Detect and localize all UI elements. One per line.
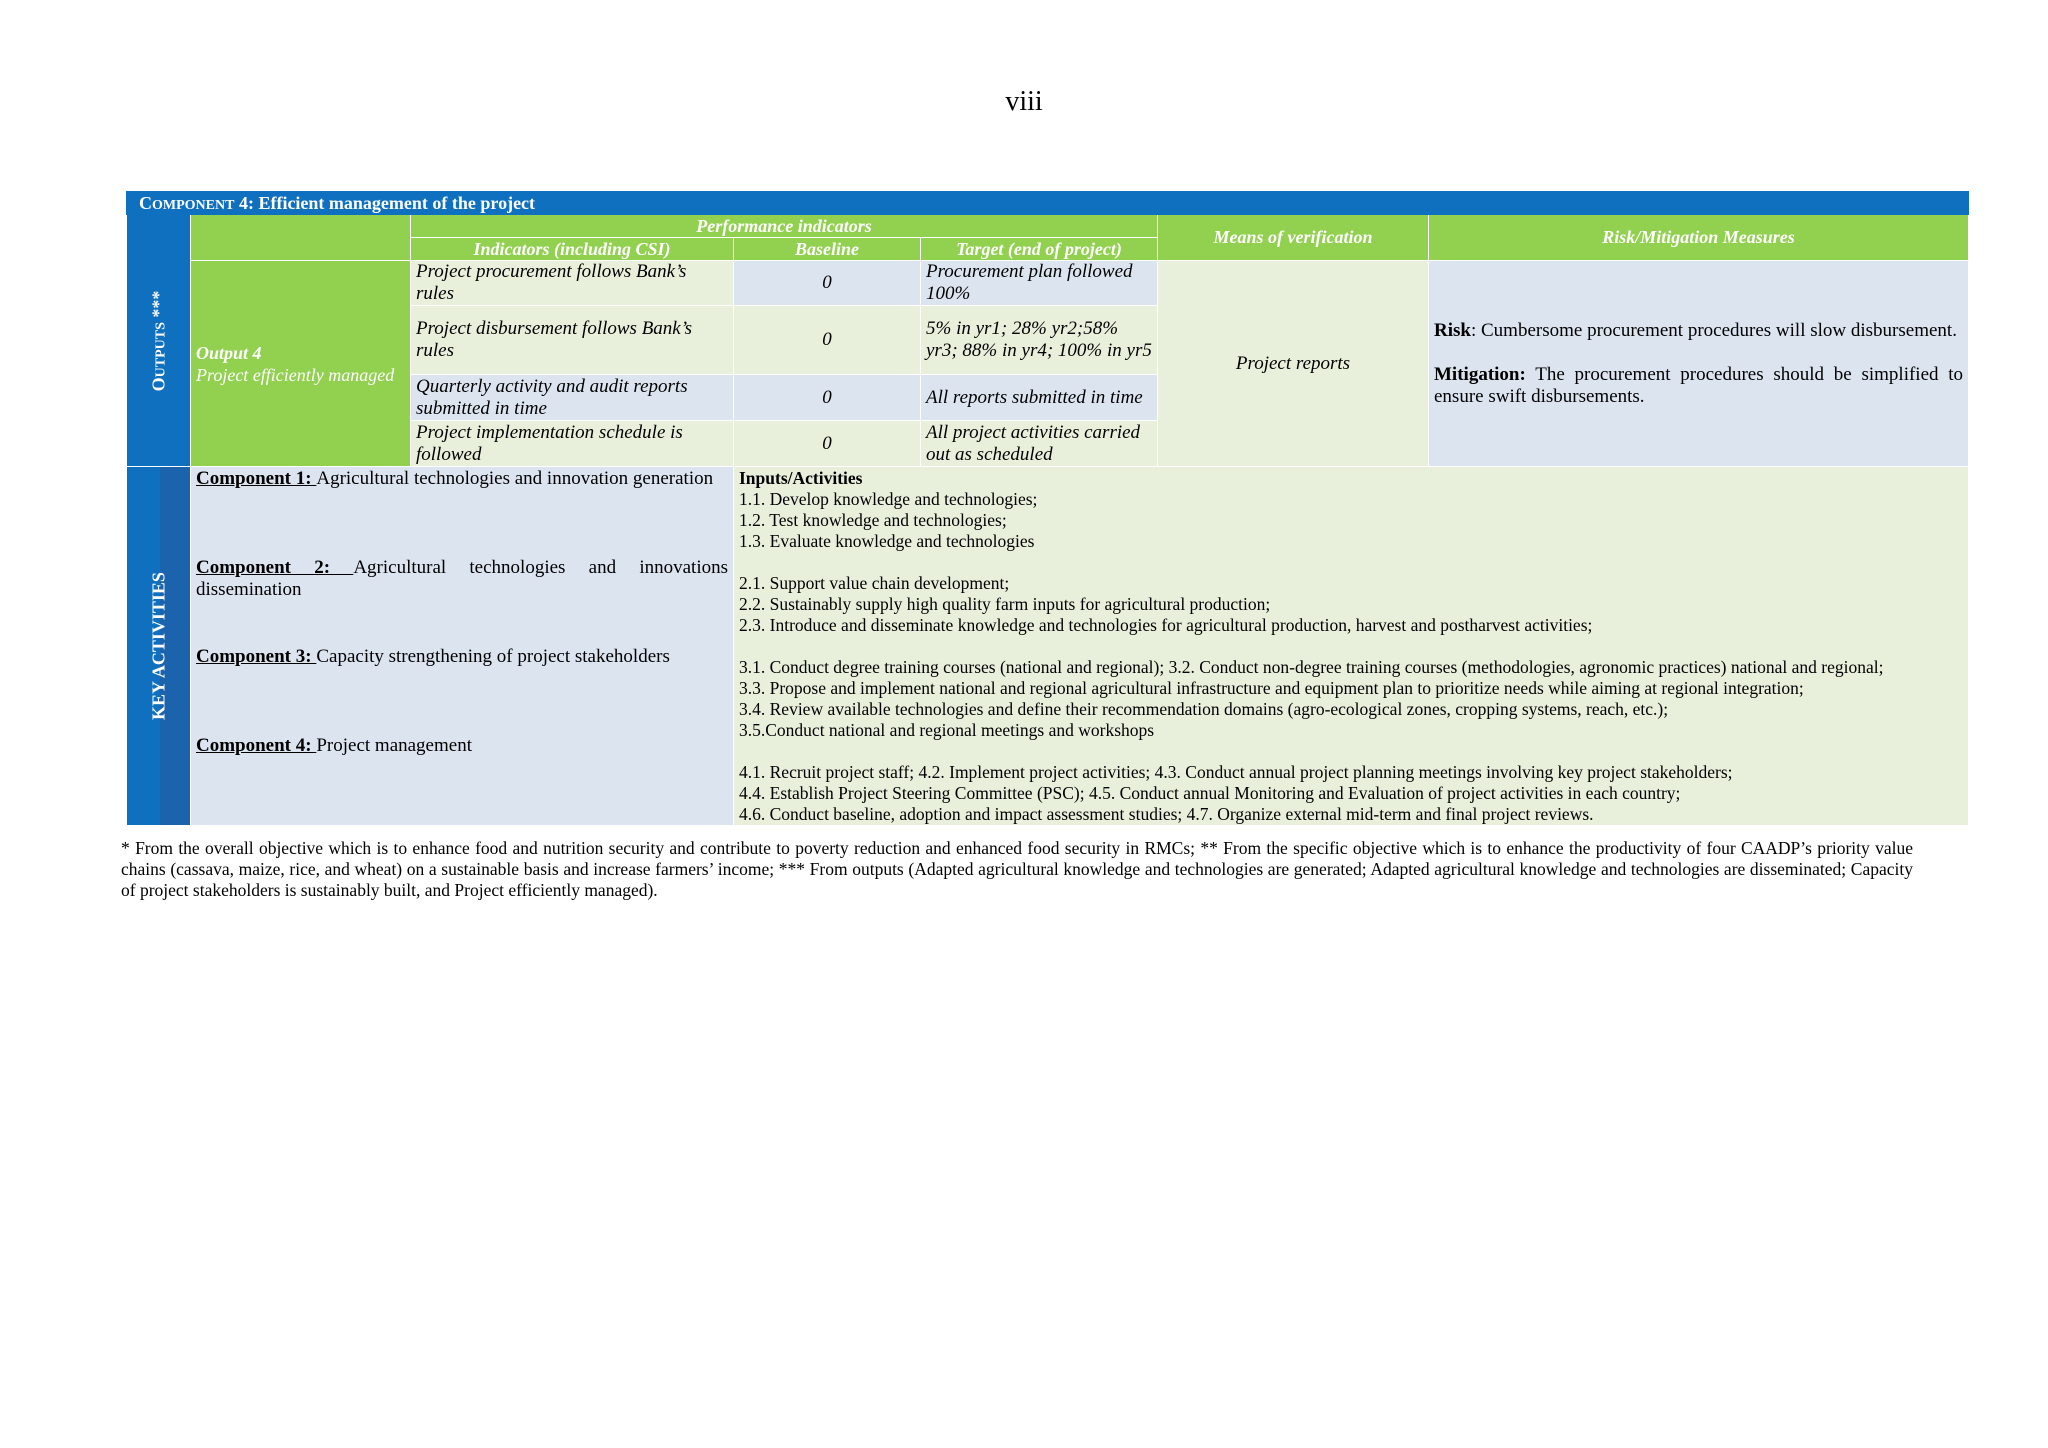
- activity-group: 3.1. Conduct degree training courses (national and regional); 3.2. Conduct non-degree training courses (methodologies, agronomic practices) national and regional; 3.3. Propose and implement national and regional agricultural infrastructure and equipment plan to prioritize needs while aiming at regional integration; 3.4. Review available technologies and define their recommendation domains (agro-ecological zones, cropping systems, reach, etc.); 3.5.Conduct national and regional meetings and workshops: [739, 656, 1884, 740]
- header-performance-indicators: Performance indicators: [411, 215, 1158, 238]
- means-of-verification-cell: Project reports: [1158, 261, 1429, 467]
- baseline-value: 0: [734, 421, 921, 467]
- output-4-cell: [191, 261, 411, 467]
- header-target: Target (end of project): [921, 238, 1158, 261]
- component-item: Component 4: Project management: [196, 735, 472, 756]
- activity-group: 1.1. Develop knowledge and technologies; 1.2. Test knowledge and technologies; 1.3. Evaluate knowledge and technologies: [739, 488, 1038, 551]
- header-blank: [191, 215, 411, 261]
- risk-mitigation-cell: [1429, 261, 1969, 467]
- target-text: All reports submitted in time: [921, 375, 1158, 421]
- baseline-value: 0: [734, 375, 921, 421]
- indicator-text: Quarterly activity and audit reports submitted in time: [411, 375, 734, 421]
- outputs-side-label: OUTPUTS ***: [127, 215, 191, 467]
- component-title-row: [127, 192, 1969, 215]
- key-activities-row: [127, 467, 1969, 826]
- output-description: Project efficiently managed: [196, 364, 395, 385]
- component-item: Component 2: Agricultural technologies and innovations dissemination: [196, 557, 728, 600]
- baseline-value: 0: [734, 261, 921, 306]
- header-means-of-verification: Means of verification: [1158, 215, 1429, 261]
- footnote: * From the overall objective which is to enhance food and nutrition security and contribute to poverty reduction and enhanced food security in RMCs; ** From the specific objective which is to enhance the productivity of four CAADP’s priority value chains (cassava, maize, rice, and wheat) on a sustainable basis and increase farmers’ income; *** From outputs (Adapted agricultural knowledge and technologies are generated; Adapted agricultural knowledge and technologies are disseminated; Capacity of project stakeholders is sustainably built, and Project efficiently managed).: [121, 838, 1913, 900]
- key-activities-side-label: KEY ACTIVITIES: [127, 467, 191, 826]
- header-indicators: Indicators (including CSI): [411, 238, 734, 261]
- output-title: Output 4: [196, 342, 262, 363]
- component-title: COMPONENT 4: Efficient management of the project: [127, 192, 1969, 215]
- mitigation-text: Mitigation: The procurement procedures should be simplified to ensure swift disbursements.: [1434, 363, 1964, 407]
- header-risk-mitigation: Risk/Mitigation Measures: [1429, 215, 1969, 261]
- activities-column: [734, 467, 1969, 826]
- header-baseline: Baseline: [734, 238, 921, 261]
- header-row-1: [127, 215, 1969, 238]
- indicator-text: Project procurement follows Bank’s rules: [411, 261, 734, 306]
- indicator-text: Project implementation schedule is followed: [411, 421, 734, 467]
- activity-group: 4.1. Recruit project staff; 4.2. Implement project activities; 4.3. Conduct annual project planning meetings involving key project stakeholders; 4.4. Establish Project Steering Committee (PSC); 4.5. Conduct annual Monitoring and Evaluation of project activities in each country; 4.6. Conduct baseline, adoption and impact assessment studies; 4.7. Organize external mid-term and final project reviews.: [739, 761, 1733, 824]
- logframe-table-container: [126, 191, 1968, 826]
- component-item: Component 1: Agricultural technologies and innovation generation: [196, 468, 714, 489]
- risk-text: Risk: Cumbersome procurement procedures will slow disbursement.: [1434, 319, 1957, 341]
- target-text: All project activities carried out as scheduled: [921, 421, 1158, 467]
- component-item: Component 3: Capacity strengthening of project stakeholders: [196, 646, 670, 667]
- target-text: Procurement plan followed 100%: [921, 261, 1158, 306]
- activity-group: 2.1. Support value chain development; 2.2. Sustainably supply high quality farm inputs for agricultural production; 2.3. Introduce and disseminate knowledge and technologies for agricultural production, harvest and postharvest activities;: [739, 572, 1593, 635]
- baseline-value: 0: [734, 306, 921, 375]
- components-column: [191, 467, 734, 826]
- page-number: viii: [1005, 86, 1043, 117]
- activities-header: Inputs/Activities: [739, 467, 863, 488]
- logframe-table: [126, 191, 1969, 826]
- target-text: 5% in yr1; 28% yr2;58% yr3; 88% in yr4; 100% in yr5: [921, 306, 1158, 375]
- indicator-text: Project disbursement follows Bank’s rules: [411, 306, 734, 375]
- indicator-row: [127, 261, 1969, 306]
